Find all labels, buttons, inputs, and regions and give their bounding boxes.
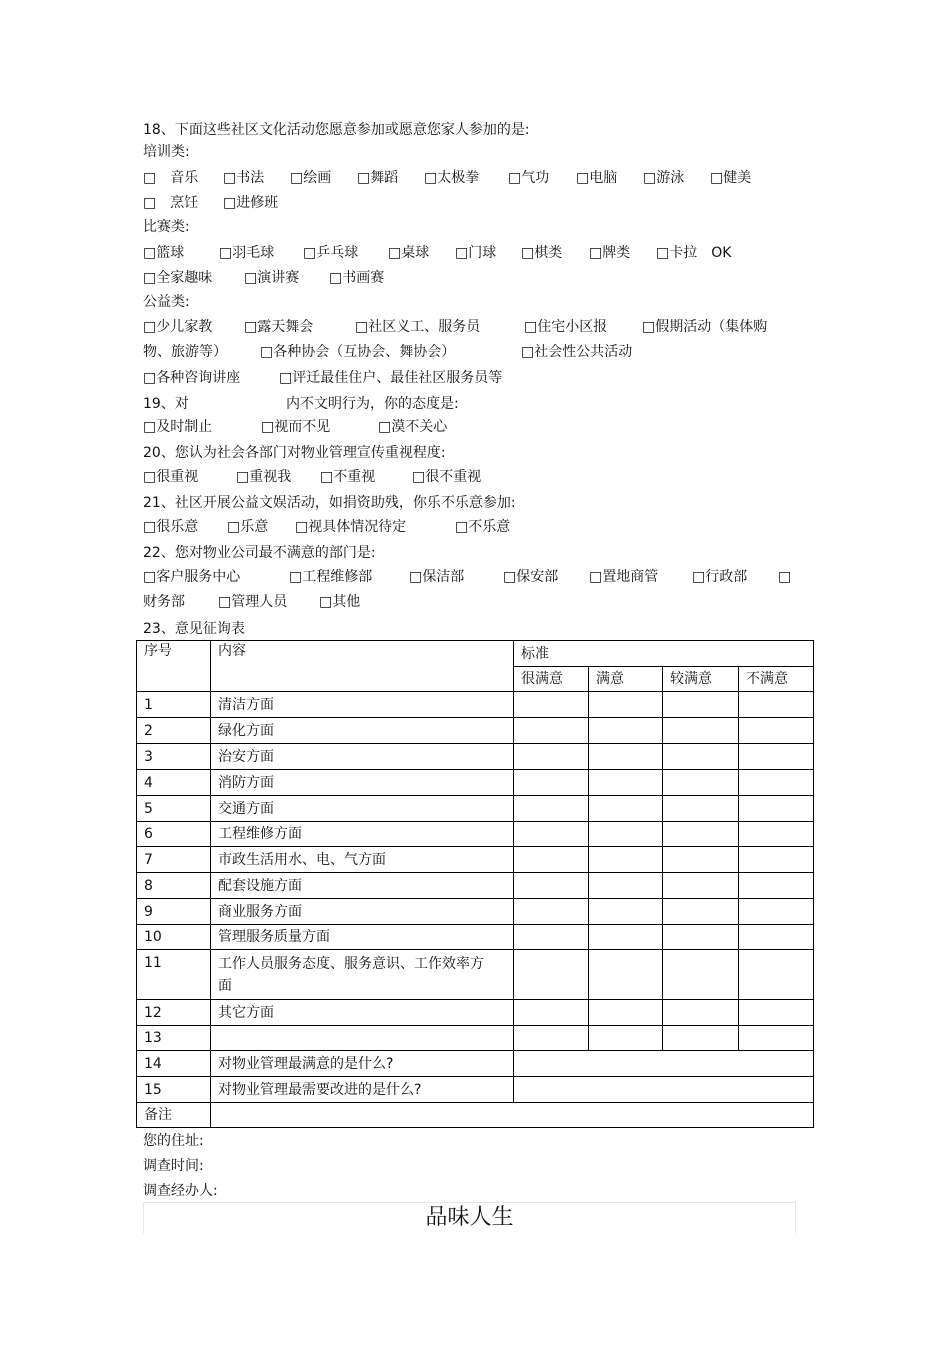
- option-music[interactable]: □ 音乐: [143, 170, 199, 186]
- rating-cell[interactable]: [663, 770, 739, 796]
- q19-title-a: 19、对: [143, 396, 189, 412]
- option-engineering[interactable]: □工程维修部: [289, 569, 373, 585]
- header-fairly-satisfied: 较满意: [663, 667, 739, 692]
- table-row: [137, 744, 814, 770]
- option-painting[interactable]: □绘画: [290, 170, 332, 186]
- option-child-tutoring[interactable]: □少儿家教: [143, 319, 213, 335]
- row-no: 9: [137, 899, 211, 925]
- rating-cell[interactable]: [589, 796, 663, 822]
- option-speech[interactable]: □演讲赛: [244, 270, 300, 286]
- rating-cell[interactable]: [663, 692, 739, 718]
- rating-cell[interactable]: [739, 744, 814, 770]
- rating-cell[interactable]: [663, 847, 739, 873]
- row-no: 13: [137, 1026, 211, 1051]
- rating-cell[interactable]: [514, 925, 589, 950]
- table-row: [137, 718, 814, 744]
- remark-cell[interactable]: [211, 1103, 814, 1128]
- option-basketball[interactable]: □篮球: [143, 245, 185, 261]
- rating-cell[interactable]: [514, 770, 589, 796]
- row-content: 市政生活用水、电、气方面: [211, 847, 514, 873]
- row-no: 6: [137, 822, 211, 847]
- row-content: 绿化方面: [211, 718, 514, 744]
- rating-cell[interactable]: [739, 1026, 814, 1051]
- option-billiards[interactable]: □桌球: [388, 245, 430, 261]
- rating-cell[interactable]: [589, 822, 663, 847]
- rating-cell[interactable]: [739, 847, 814, 873]
- table-row: [137, 925, 814, 950]
- row-no: 7: [137, 847, 211, 873]
- row-no: 14: [137, 1051, 211, 1077]
- option-associations[interactable]: □各种协会（互协会、舞协会）: [260, 344, 456, 360]
- option-karaoke[interactable]: □卡拉 OK: [656, 245, 732, 261]
- table-row: [137, 770, 814, 796]
- row-no: 1: [137, 692, 211, 718]
- rating-cell[interactable]: [663, 1000, 739, 1026]
- table-row: [137, 873, 814, 899]
- address-field: 您的住址:: [143, 1133, 204, 1149]
- table-row: [137, 822, 814, 847]
- header-dissatisfied: 不满意: [739, 667, 814, 692]
- rating-cell[interactable]: [589, 873, 663, 899]
- rating-cell[interactable]: [739, 822, 814, 847]
- row-content: 工程维修方面: [211, 822, 514, 847]
- option-advanced-class[interactable]: □进修班: [223, 195, 279, 211]
- option-not-important[interactable]: □不重视: [320, 469, 376, 485]
- banner: [143, 1202, 796, 1233]
- option-customer-service[interactable]: □客户服务中心: [143, 569, 241, 585]
- table-row: [137, 899, 814, 925]
- q18-public-label: 公益类:: [143, 294, 190, 310]
- opinion-table: [136, 640, 814, 1128]
- option-very-unimportant[interactable]: □很不重视: [412, 469, 482, 485]
- header-standard: 标准: [514, 641, 814, 667]
- option-calligraphy[interactable]: □书法: [223, 170, 265, 186]
- row-no: 2: [137, 718, 211, 744]
- row-content: 工作人员服务态度、服务意识、工作效率方面: [211, 950, 514, 1000]
- rating-cell[interactable]: [514, 1026, 589, 1051]
- rating-cell[interactable]: [739, 692, 814, 718]
- rating-cell[interactable]: [739, 796, 814, 822]
- rating-cell[interactable]: [514, 950, 589, 1000]
- rating-cell[interactable]: [663, 899, 739, 925]
- answer-cell[interactable]: [514, 1051, 814, 1077]
- row-content: 治安方面: [211, 744, 514, 770]
- rating-cell[interactable]: [663, 796, 739, 822]
- row-no: 10: [137, 925, 211, 950]
- table-row: [137, 1077, 814, 1103]
- rating-cell[interactable]: [739, 718, 814, 744]
- rating-cell[interactable]: [514, 1000, 589, 1026]
- q20-title: 20、您认为社会各部门对物业管理宣传重视程度:: [143, 445, 446, 461]
- rating-cell[interactable]: [514, 796, 589, 822]
- option-indifferent[interactable]: □漠不关心: [378, 419, 448, 435]
- option-badminton[interactable]: □羽毛球: [219, 245, 275, 261]
- option-fitness[interactable]: □健美: [710, 170, 752, 186]
- survey-time-field: 调查时间:: [143, 1158, 204, 1174]
- option-finance-label: 财务部: [143, 594, 185, 610]
- option-security[interactable]: □保安部: [503, 569, 559, 585]
- surveyor-field: 调查经办人:: [143, 1183, 218, 1199]
- option-gateball[interactable]: □门球: [455, 245, 497, 261]
- row-no: 12: [137, 1000, 211, 1026]
- row-content: 配套设施方面: [211, 873, 514, 899]
- rating-cell[interactable]: [589, 1000, 663, 1026]
- rating-cell[interactable]: [589, 770, 663, 796]
- option-property-management[interactable]: □置地商管: [589, 569, 659, 585]
- option-managers[interactable]: □管理人员: [218, 594, 288, 610]
- table-row: [137, 796, 814, 822]
- rating-cell[interactable]: [739, 1000, 814, 1026]
- header-satisfied: 满意: [589, 667, 663, 692]
- option-consulting-lectures[interactable]: □各种咨询讲座: [143, 370, 241, 386]
- rating-cell[interactable]: [663, 744, 739, 770]
- row-no: 8: [137, 873, 211, 899]
- rating-cell[interactable]: [589, 847, 663, 873]
- header-very-satisfied: 很满意: [514, 667, 589, 692]
- row-no: 3: [137, 744, 211, 770]
- table-row: [137, 1000, 814, 1026]
- row-content: 交通方面: [211, 796, 514, 822]
- option-family-fun[interactable]: □全家趣味: [143, 270, 213, 286]
- option-public-activities[interactable]: □社会性公共活动: [521, 344, 633, 360]
- row-no: 15: [137, 1077, 211, 1103]
- q18-competition-label: 比赛类:: [143, 219, 190, 235]
- row-no: 5: [137, 796, 211, 822]
- rating-cell[interactable]: [589, 925, 663, 950]
- option-chess[interactable]: □棋类: [521, 245, 563, 261]
- option-qigong[interactable]: □气功: [508, 170, 550, 186]
- row-content: 清洁方面: [211, 692, 514, 718]
- rating-cell[interactable]: [514, 847, 589, 873]
- option-important[interactable]: □重视我: [236, 469, 292, 485]
- rating-cell[interactable]: [663, 925, 739, 950]
- rating-cell[interactable]: [739, 873, 814, 899]
- q18-training-label: 培训类:: [143, 144, 190, 160]
- row-content: 消防方面: [211, 770, 514, 796]
- rating-cell[interactable]: [663, 950, 739, 1000]
- option-finance-checkbox[interactable]: □: [778, 569, 792, 585]
- rating-cell[interactable]: [739, 770, 814, 796]
- rating-cell[interactable]: [514, 873, 589, 899]
- option-table-tennis[interactable]: □乒乓球: [303, 245, 359, 261]
- option-very-important[interactable]: □很重视: [143, 469, 199, 485]
- option-stop-immediately[interactable]: □及时制止: [143, 419, 213, 435]
- option-dance[interactable]: □舞蹈: [357, 170, 399, 186]
- q22-title: 22、您对物业公司最不满意的部门是:: [143, 545, 376, 561]
- row-content: 其它方面: [211, 1000, 514, 1026]
- header-no: 序号: [137, 641, 211, 692]
- option-swimming[interactable]: □游泳: [643, 170, 685, 186]
- q18-title: 18、下面这些社区文化活动您愿意参加或愿意您家人参加的是:: [143, 122, 530, 138]
- rating-cell[interactable]: [589, 692, 663, 718]
- option-taichi[interactable]: □太极拳: [424, 170, 480, 186]
- rating-cell[interactable]: [589, 950, 663, 1000]
- option-cleaning[interactable]: □保洁部: [409, 569, 465, 585]
- rating-cell[interactable]: [514, 822, 589, 847]
- table-row: [137, 692, 814, 718]
- table-row: [137, 1026, 814, 1051]
- option-admin[interactable]: □行政部: [692, 569, 748, 585]
- row-content: 对物业管理最需要改进的是什么?: [211, 1077, 514, 1103]
- q23-title: 23、意见征询表: [143, 621, 245, 637]
- row-no: 4: [137, 770, 211, 796]
- row-content: 对物业管理最满意的是什么?: [211, 1051, 514, 1077]
- q19-title-b: 内不文明行为，你的态度是:: [286, 396, 459, 412]
- table-row: [137, 1051, 814, 1077]
- option-holiday-activities-cont: 物、旅游等）: [143, 344, 227, 360]
- option-unwilling[interactable]: □不乐意: [455, 519, 511, 535]
- rating-cell[interactable]: [514, 718, 589, 744]
- row-content: 商业服务方面: [211, 899, 514, 925]
- option-cards[interactable]: □牌类: [589, 245, 631, 261]
- q21-title: 21、社区开展公益文娱活动，如捐资助残，你乐不乐意参加:: [143, 495, 516, 511]
- option-volunteer[interactable]: □社区义工、服务员: [355, 319, 481, 335]
- rating-cell[interactable]: [589, 1026, 663, 1051]
- option-open-air-dance[interactable]: □露天舞会: [244, 319, 314, 335]
- rating-cell[interactable]: [663, 873, 739, 899]
- table-row: [137, 847, 814, 873]
- rating-cell[interactable]: [663, 718, 739, 744]
- option-other[interactable]: □其他: [319, 594, 361, 610]
- rating-cell[interactable]: [663, 1026, 739, 1051]
- row-no: 11: [137, 950, 211, 1000]
- row-content: [211, 1026, 514, 1051]
- option-ignore[interactable]: □视而不见: [261, 419, 331, 435]
- answer-cell[interactable]: [514, 1077, 814, 1103]
- option-holiday-activities[interactable]: □假期活动（集体购: [642, 319, 768, 335]
- option-computer[interactable]: □电脑: [576, 170, 618, 186]
- rating-cell[interactable]: [514, 744, 589, 770]
- rating-cell[interactable]: [739, 925, 814, 950]
- option-community-paper[interactable]: □住宅小区报: [524, 319, 608, 335]
- option-willing[interactable]: □乐意: [227, 519, 269, 535]
- table-row: [137, 1103, 814, 1128]
- rating-cell[interactable]: [514, 899, 589, 925]
- rating-cell[interactable]: [589, 899, 663, 925]
- rating-cell[interactable]: [589, 744, 663, 770]
- rating-cell[interactable]: [663, 822, 739, 847]
- rating-cell[interactable]: [589, 718, 663, 744]
- option-best-resident[interactable]: □评迁最佳住户、最佳社区服务员等: [279, 370, 503, 386]
- rating-cell[interactable]: [514, 692, 589, 718]
- option-depends[interactable]: □视具体情况待定: [295, 519, 407, 535]
- row-content: 管理服务质量方面: [211, 925, 514, 950]
- header-content: 内容: [211, 641, 514, 692]
- rating-cell[interactable]: [739, 950, 814, 1000]
- remark-label: 备注: [137, 1103, 211, 1128]
- banner-text: 品味人生: [425, 1205, 514, 1230]
- table-row: [137, 950, 814, 1000]
- rating-cell[interactable]: [739, 899, 814, 925]
- option-calligraphy-contest[interactable]: □书画赛: [329, 270, 385, 286]
- option-cooking[interactable]: □ 烹饪: [143, 195, 199, 211]
- option-very-willing[interactable]: □很乐意: [143, 519, 199, 535]
